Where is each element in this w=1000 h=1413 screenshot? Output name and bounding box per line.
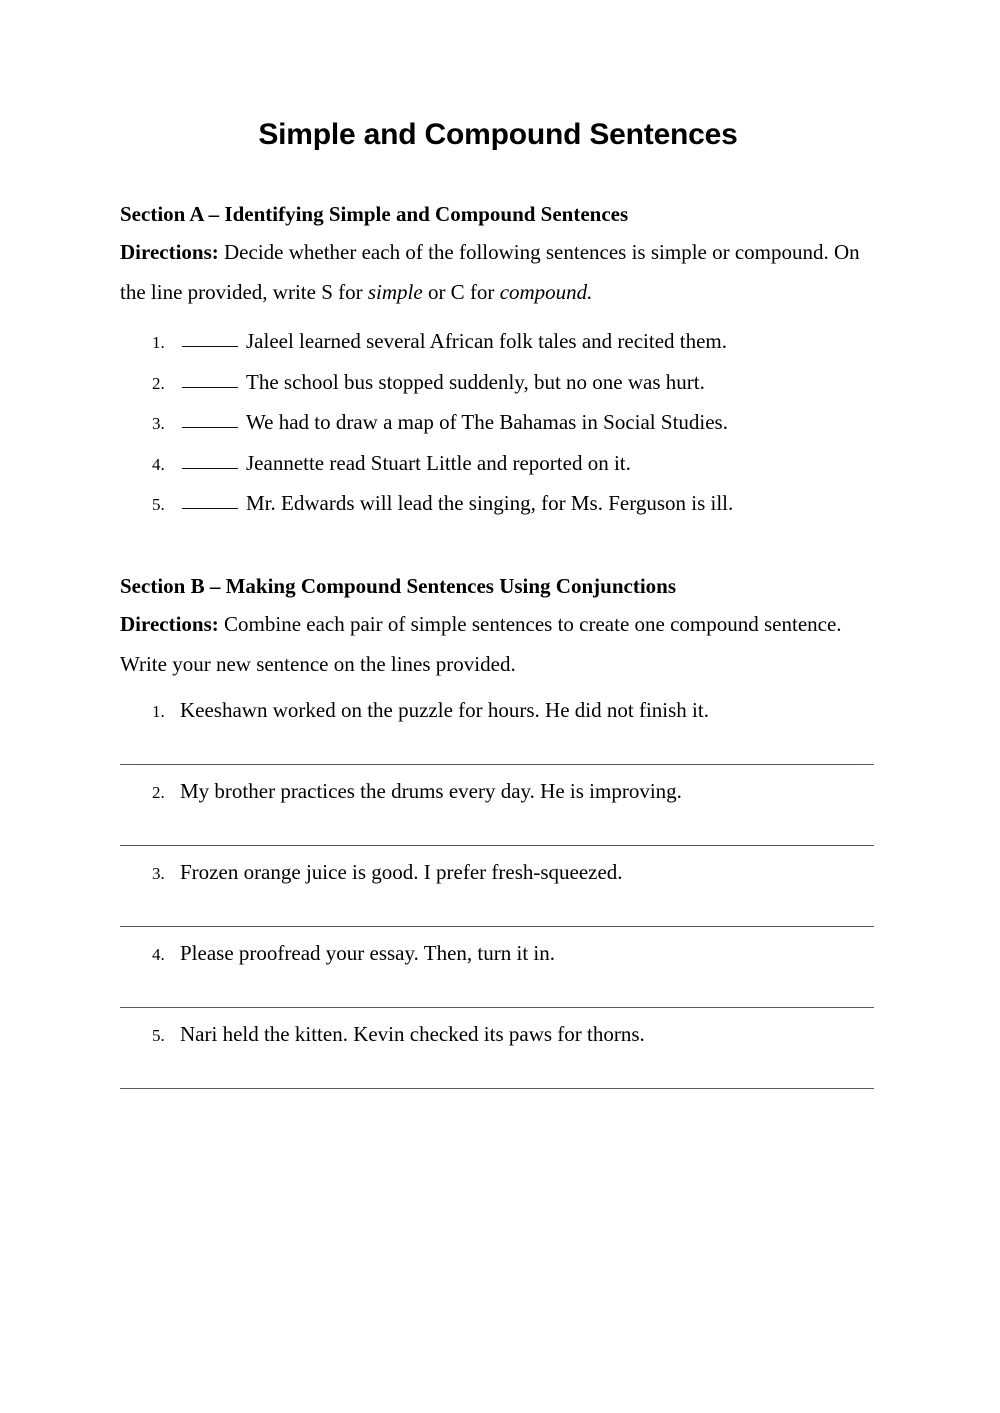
item-sentence: Jeannette read Stuart Little and reported on it.	[246, 450, 631, 475]
item-number: 4.	[152, 944, 165, 964]
question-row	[120, 852, 876, 892]
item-sentence: We had to draw a map of The Bahamas in Social Studies.	[246, 410, 728, 434]
list-item	[120, 933, 876, 1014]
item-number: 5.	[152, 1025, 165, 1045]
answer-blank-input[interactable]	[182, 451, 238, 469]
item-sentence: Jaleel learned several African folk tales and recited them.	[246, 329, 728, 353]
answer-blank-input[interactable]	[182, 370, 238, 388]
section-a-question-list	[120, 312, 876, 524]
item-sentence: Frozen orange juice is good. I prefer fresh-squeezed.	[180, 859, 623, 884]
item-sentence: Please proofread your essay. Then, turn it in.	[180, 940, 555, 965]
answer-write-line[interactable]	[120, 764, 874, 765]
item-sentence: Keeshawn worked on the puzzle for hours. He did not finish it.	[180, 697, 709, 722]
item-number: 1.	[152, 701, 165, 721]
question-row	[120, 1014, 876, 1054]
list-item	[120, 483, 876, 524]
list-item	[120, 690, 876, 771]
section-b-directions	[120, 600, 860, 684]
list-item	[120, 1014, 876, 1095]
page-title: Simple and Compound Sentences	[258, 118, 738, 151]
item-number: 3.	[152, 414, 165, 433]
answer-blank-input[interactable]	[182, 410, 238, 428]
section-a-heading: Section A – Identifying Simple and Compound Sentences	[120, 202, 629, 226]
list-item	[120, 443, 876, 484]
section-a-directions-text-1: Decide whether each of the following sentences is simple or compound. On the line provided, write S for	[120, 240, 860, 304]
question-row	[120, 690, 876, 730]
list-item	[120, 852, 876, 933]
section-b-question-list	[120, 684, 876, 1095]
list-item	[120, 362, 876, 403]
section-a-directions-label: Directions:	[120, 240, 219, 264]
answer-write-line[interactable]	[120, 1007, 874, 1008]
answer-write-line[interactable]	[120, 845, 874, 846]
item-number: 3.	[152, 863, 165, 883]
item-number: 4.	[152, 454, 165, 474]
section-a-directions-text-2: or C for	[422, 280, 500, 304]
item-number: 1.	[152, 333, 165, 352]
item-number: 2.	[152, 373, 165, 393]
item-sentence: My brother practices the drums every day. He is improving.	[180, 778, 682, 803]
item-sentence: Mr. Edwards will lead the singing, for Ms. Ferguson is ill.	[246, 491, 734, 515]
section-a-directions	[120, 228, 860, 312]
question-row	[120, 771, 876, 811]
answer-write-line[interactable]	[120, 1088, 874, 1089]
list-item	[120, 321, 876, 362]
section-b-directions-label: Directions:	[120, 611, 219, 636]
item-number: 5.	[152, 495, 165, 514]
section-a-directions-italic-1: simple	[367, 280, 423, 304]
list-item	[120, 771, 876, 852]
answer-blank-input[interactable]	[182, 491, 238, 509]
question-row	[120, 933, 876, 973]
worksheet-content	[120, 0, 876, 1095]
section-b-directions-text-1: Combine each pair of simple sentences to create one compound sentence. Write your new sentence on the lines provided.	[120, 611, 842, 676]
item-sentence: The school bus stopped suddenly, but no one was hurt.	[246, 369, 705, 394]
answer-write-line[interactable]	[120, 926, 874, 927]
section-a-directions-italic-2: compound.	[499, 280, 593, 304]
item-sentence: Nari held the kitten. Kevin checked its paws for thorns.	[180, 1021, 645, 1046]
list-item	[120, 402, 876, 443]
item-number: 2.	[152, 782, 165, 802]
section-b-heading: Section B – Making Compound Sentences Using Conjunctions	[120, 573, 677, 598]
answer-blank-input[interactable]	[182, 329, 238, 347]
